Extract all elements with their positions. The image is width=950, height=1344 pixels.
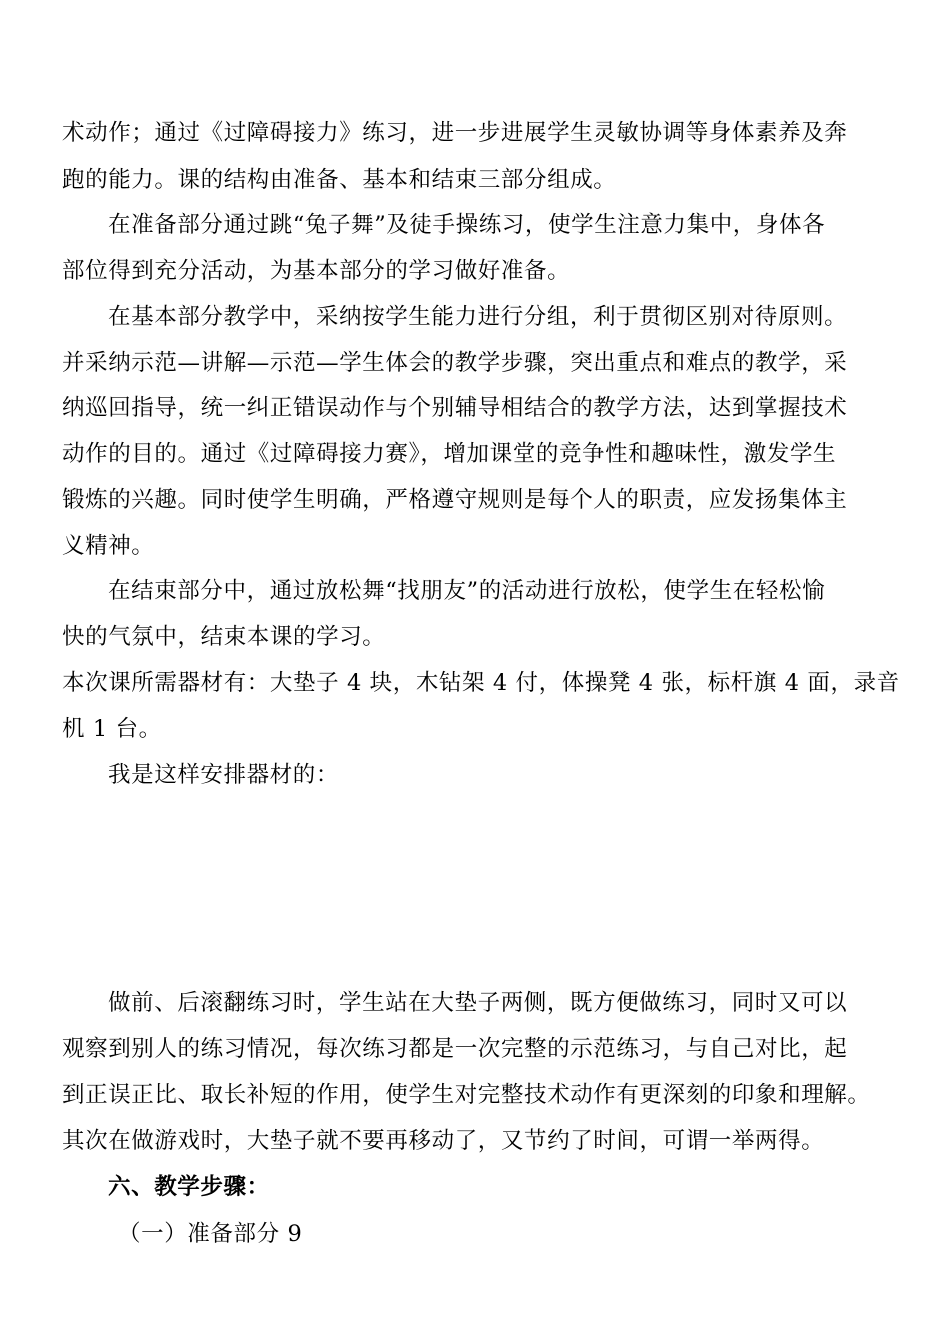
p3-line-4: 动作的目的。通过《过障碍接力赛》，增加课堂的竞争性和趣味性，激发学生 [62,441,837,467]
p1-line-1: 术动作；通过《过障碍接力》练习，进一步进展学生灵敏协调等身体素养及奔 [62,120,848,146]
p7-line-3: 到正误正比、取长补短的作用，使学生对完整技术动作有更深刻的印象和理解。 [62,1082,871,1108]
p3-line-1: 在基本部分教学中，采纳按学生能力进行分组，利于贯彻区别对待原则。 [108,304,848,330]
p6-line-1: 我是这样安排器材的： [108,762,340,788]
p7-line-2: 观察到别人的练习情况，每次练习都是一次完整的示范练习，与自己对比，起 [62,1036,848,1062]
p5-line-2: 机 1 台。 [62,716,162,742]
p1-line-2: 跑的能力。课的结构由准备、基本和结束三部分组成。 [62,167,617,193]
p2-line-1: 在准备部分通过跳“兔子舞”及徒手操练习，使学生注意力集中，身体各 [108,212,826,238]
p3-line-3: 纳巡回指导，统一纠正错误动作与个别辅导相结合的教学方法，达到掌握技术 [62,395,848,421]
p7-line-4: 其次在做游戏时，大垫子就不要再移动了，又节约了时间，可谓一举两得。 [62,1128,825,1154]
p7-line-1: 做前、后滚翻练习时，学生站在大垫子两侧，既方便做练习，同时又可以 [108,990,848,1016]
p2-line-2: 部位得到充分活动，为基本部分的学习做好准备。 [62,258,571,284]
p3-line-6: 义精神。 [62,533,155,559]
p3-line-2: 并采纳示范—讲解—示范—学生体会的教学步骤，突出重点和难点的教学，采 [62,350,848,376]
p4-line-2: 快的气氛中，结束本课的学习。 [62,624,386,650]
p4-line-1: 在结束部分中，通过放松舞“找朋友”的活动进行放松，使学生在轻松愉 [108,578,826,604]
p3-line-5: 锻炼的兴趣。同时使学生明确，严格遵守规则是每个人的职责，应发扬集体主 [62,487,848,513]
p5-line-1: 本次课所需器材有：大垫子 4 块，木钻架 4 付，体操凳 4 张，标杆旗 4 面，录音 [62,670,900,696]
section-heading: 六、教学步骤： [108,1174,270,1200]
subsection-heading: （一）准备部分 9 [118,1221,303,1247]
